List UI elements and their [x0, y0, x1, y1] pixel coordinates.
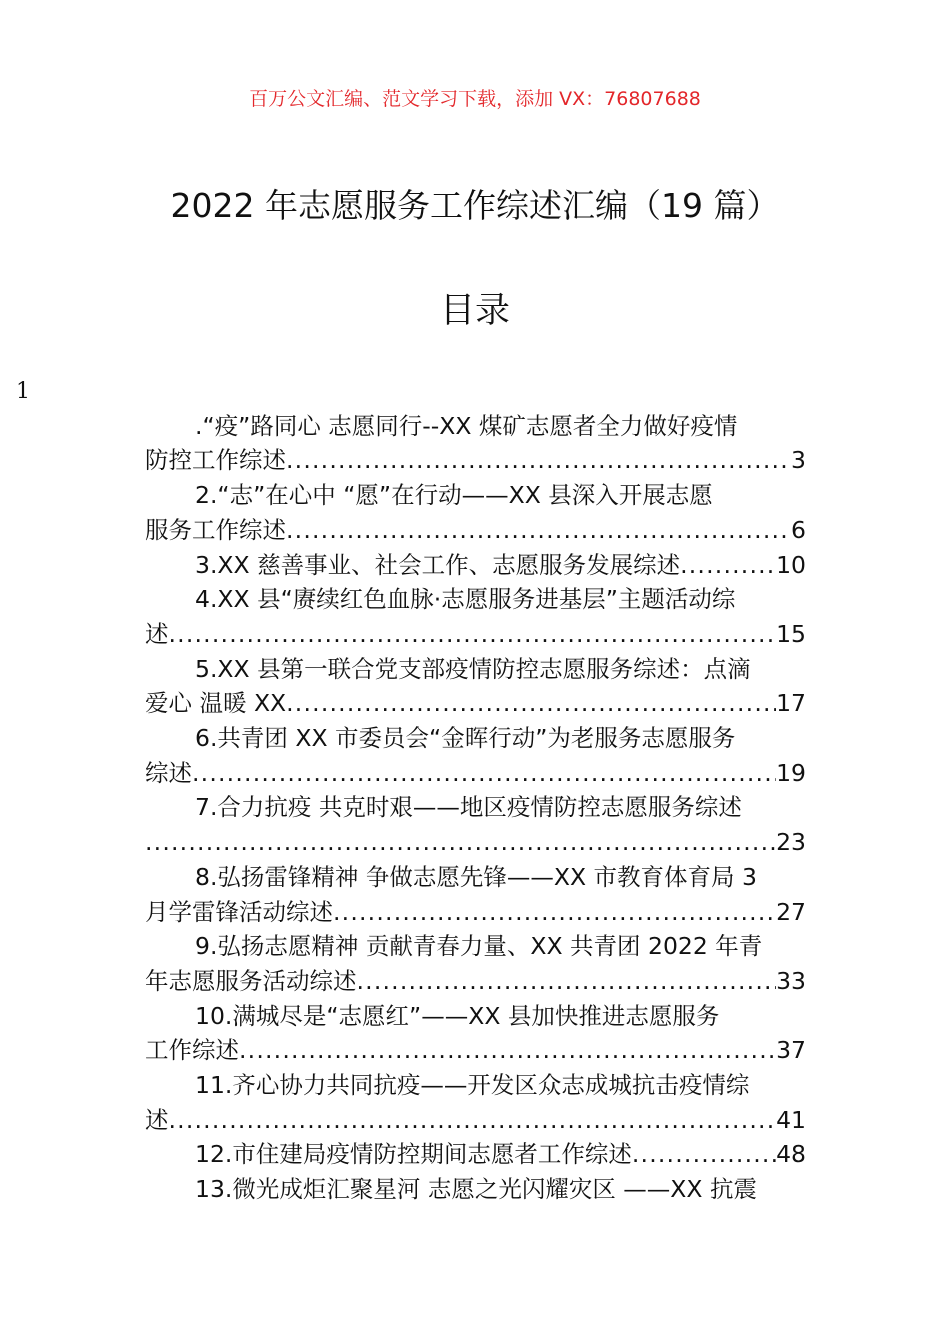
toc-line[interactable] [145, 478, 806, 513]
toc-entry-title: 月学雷锋活动综述 [145, 897, 333, 926]
toc-entry-title: 12.市住建局疫情防控期间志愿者工作综述 [195, 1140, 632, 1169]
toc-entry-title: 防控工作综述 [145, 446, 286, 475]
toc-line[interactable] [145, 999, 806, 1034]
toc-page-number: 48 [776, 1140, 806, 1169]
toc-page-number: 6 [791, 515, 806, 544]
toc-leader-dots [286, 513, 791, 548]
toc-line[interactable] [145, 860, 806, 895]
toc-line[interactable] [145, 582, 806, 617]
toc-line[interactable] [145, 1172, 806, 1207]
toc-leader-dots [145, 825, 776, 860]
toc-page-number: 15 [776, 619, 806, 648]
toc-line[interactable] [145, 790, 806, 825]
toc-line[interactable] [145, 443, 806, 478]
toc-line[interactable] [145, 617, 806, 652]
toc-line[interactable] [145, 929, 806, 964]
toc-entry-title: 11.齐心协力共同抗疫——开发区众志成城抗击疫情综 [195, 1071, 750, 1099]
toc-leader-dots [286, 686, 776, 721]
toc-entry-title: 10.满城尽是“志愿红”——XX 县加快推进志愿服务 [195, 1001, 720, 1030]
toc-entry-title: 服务工作综述 [145, 515, 286, 544]
document-title: 2022 年志愿服务工作综述汇编（19 篇） [170, 186, 780, 225]
toc-line[interactable] [145, 721, 806, 756]
toc-line[interactable] [145, 548, 806, 583]
toc-entry-title: 4.XX 县“赓续红色血脉·志愿服务进基层”主题活动综 [195, 585, 736, 614]
toc-line[interactable] [145, 1068, 806, 1103]
toc-line[interactable] [145, 1033, 806, 1068]
toc-entry-title: 5.XX 县第一联合党支部疫情防控志愿服务综述：点滴 [195, 654, 751, 683]
toc-page-number: 33 [776, 966, 806, 995]
toc-line[interactable] [145, 513, 806, 548]
toc-line[interactable] [145, 1103, 806, 1138]
toc-line[interactable] [145, 652, 806, 687]
toc-line[interactable] [145, 825, 806, 860]
toc-page-number: 27 [776, 897, 806, 926]
toc-page-number: 19 [776, 758, 806, 787]
toc-leader-dots [333, 895, 776, 930]
toc-leader-dots [632, 1137, 776, 1172]
toc-entry-title: .“疫”路同心 志愿同行--XX 煤矿志愿者全力做好疫情 [195, 411, 738, 440]
toc-entry-title: 综述 [145, 758, 192, 787]
toc-entry-title: 述 [145, 619, 169, 648]
toc-page-number: 41 [776, 1105, 806, 1134]
toc-entry-title: 工作综述 [145, 1036, 239, 1065]
toc-page-number: 17 [776, 689, 806, 718]
toc-page-number: 3 [791, 446, 806, 475]
toc-line[interactable] [145, 686, 806, 721]
toc-entry-title: 爱心 温暖 XX [145, 689, 287, 718]
watermark-banner: 百万公文汇编、范文学习下载，添加 VX：76807688 [249, 88, 701, 110]
toc-entry-title: 13.微光成炬汇聚星河 志愿之光闪耀灾区 ——XX 抗震 [195, 1175, 757, 1204]
toc-line[interactable] [145, 895, 806, 930]
toc-entry-title: 述 [145, 1105, 169, 1134]
toc-leader-dots [286, 443, 791, 478]
toc-entry-title: 8.弘扬雷锋精神 争做志愿先锋——XX 市教育体育局 3 [195, 862, 757, 891]
toc-leader-dots [169, 1103, 777, 1138]
toc-page-number: 10 [776, 550, 806, 579]
toc-page-number: 23 [776, 828, 806, 857]
toc-leader-dots [192, 756, 776, 791]
toc-leader-dots [239, 1033, 776, 1068]
toc-entry-number: 1 [16, 379, 30, 404]
toc-leader-dots [357, 964, 777, 999]
toc-line[interactable] [145, 1137, 806, 1172]
toc-heading: 目录 [439, 291, 510, 331]
toc-leader-dots [169, 617, 777, 652]
toc-entry-title: 9.弘扬志愿精神 贡献青春力量、XX 共青团 2022 年青 [195, 932, 763, 961]
toc-line[interactable] [145, 409, 806, 444]
toc-entry-title: 3.XX 慈善事业、社会工作、志愿服务发展综述 [195, 550, 681, 579]
toc-line[interactable] [145, 756, 806, 791]
toc-entry-title: 7.合力抗疫 共克时艰——地区疫情防控志愿服务综述 [195, 793, 742, 822]
toc-entry-title: 年志愿服务活动综述 [145, 966, 357, 995]
toc-page-number: 37 [776, 1036, 806, 1065]
toc-leader-dots [680, 548, 776, 583]
toc-entry-title: 2.“志”在心中 “愿”在行动——XX 县深入开展志愿 [195, 481, 713, 510]
toc-entry-title: 6.共青团 XX 市委员会“金晖行动”为老服务志愿服务 [195, 724, 736, 752]
toc-line[interactable] [145, 964, 806, 999]
